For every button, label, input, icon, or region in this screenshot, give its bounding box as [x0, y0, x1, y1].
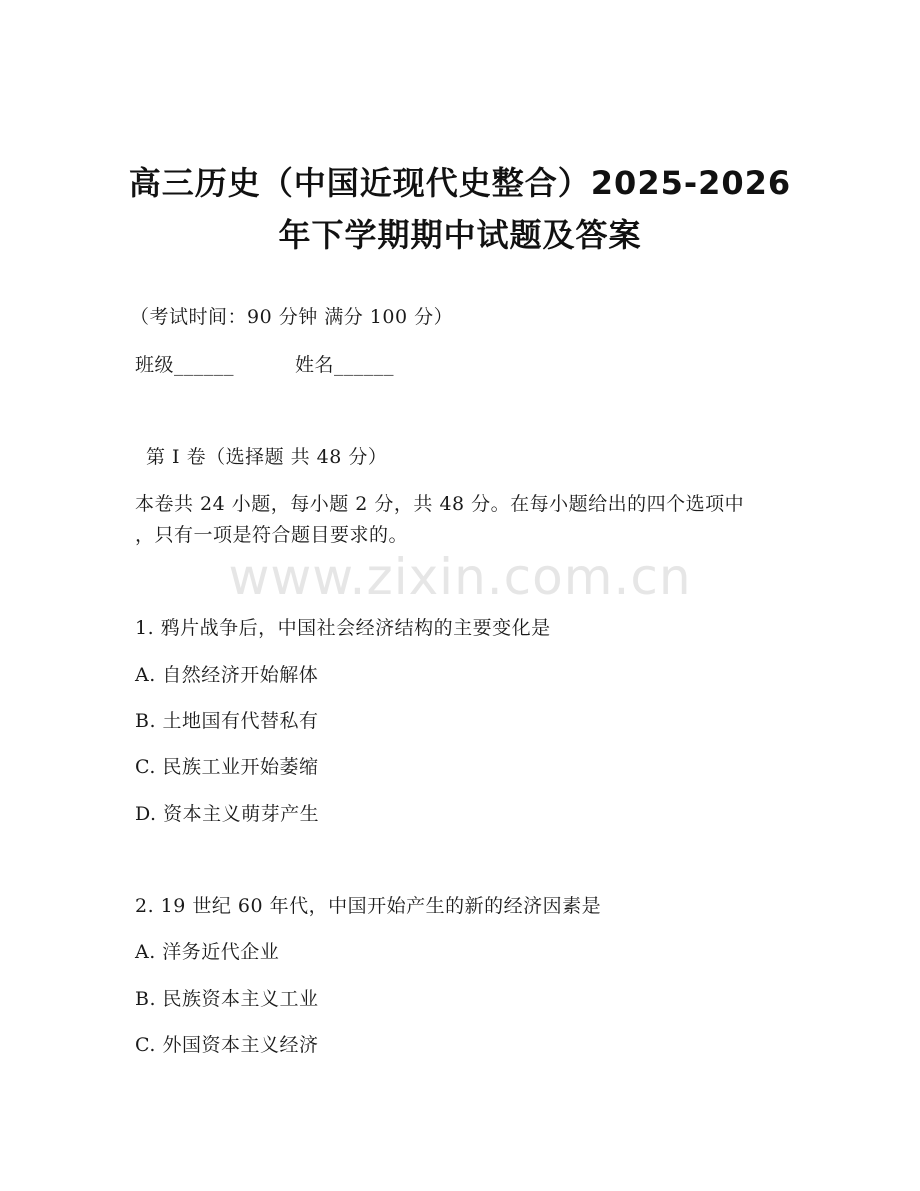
document-title-line-2: 年下学期期中试题及答案 [278, 216, 642, 254]
name-field: 姓名______ [295, 354, 395, 376]
question-2-option-b: B. 民族资本主义工业 [135, 988, 319, 1010]
question-1-option-a: A. 自然经济开始解体 [135, 664, 319, 686]
question-2-option-a: A. 洋务近代企业 [135, 941, 280, 963]
watermark: www.zixin.com.cn [228, 548, 692, 606]
question-2-option-c: C. 外国资本主义经济 [135, 1034, 319, 1056]
instructions-line-2: ，只有一项是符合题目要求的。 [135, 524, 409, 546]
section-heading: 第 I 卷（选择题 共 48 分） [146, 446, 388, 468]
question-1-stem: 1. 鸦片战争后，中国社会经济结构的主要变化是 [135, 617, 551, 639]
class-field: 班级______ [135, 354, 235, 376]
document-title-line-1: 高三历史（中国近现代史整合）2025-2026 [128, 164, 792, 202]
question-2-stem: 2. 19 世纪 60 年代，中国开始产生的新的经济因素是 [135, 895, 602, 917]
question-1-option-d: D. 资本主义萌芽产生 [135, 803, 320, 825]
question-1-option-c: C. 民族工业开始萎缩 [135, 756, 319, 778]
question-1-option-b: B. 土地国有代替私有 [135, 710, 319, 732]
instructions-line-1: 本卷共 24 小题，每小题 2 分，共 48 分。在每小题给出的四个选项中 [135, 493, 745, 515]
exam-info: （考试时间：90 分钟 满分 100 分） [130, 306, 454, 328]
